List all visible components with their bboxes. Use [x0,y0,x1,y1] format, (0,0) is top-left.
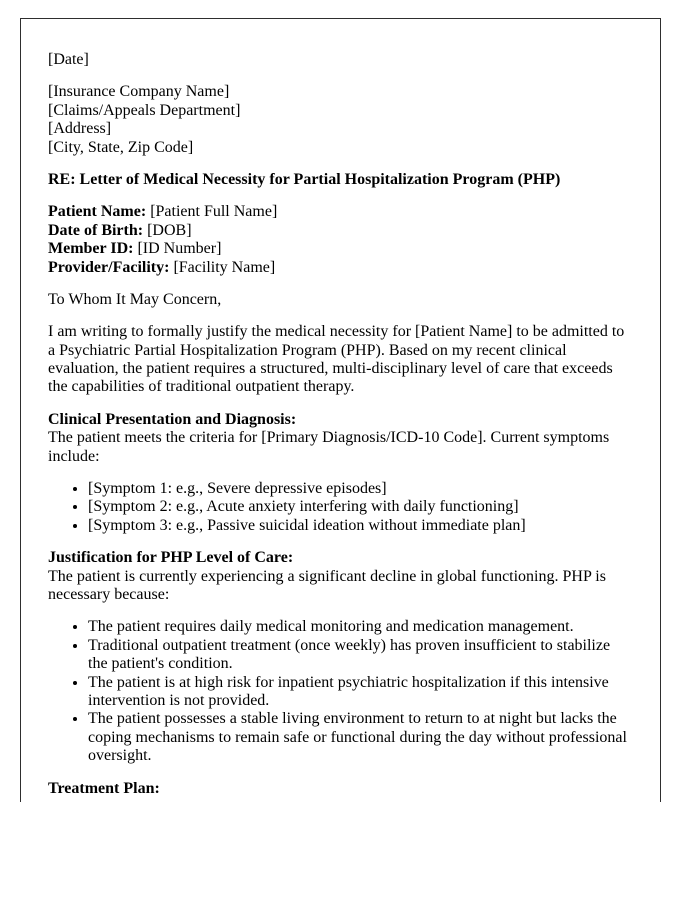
intro-paragraph: I am writing to formally justify the medical necessity for [Patient Name] to be admitted to a Psychiatric Partial Hospitalization Program (PHP). Based on my recent clinical evaluation, the patient requires a structured, multi-disciplinary level of care that exceeds the capabilities of traditional outpatient therapy. [48,323,625,396]
date-line [48,51,633,69]
recipient-address-block [48,83,633,157]
clinical-presentation-heading: Clinical Presentation and Diagnosis: [48,410,297,428]
patient-info-block [48,203,633,277]
subject-line [48,171,633,189]
treatment-plan-heading: Treatment Plan: [48,779,160,797]
salutation: To Whom It May Concern, [48,290,222,308]
recipient-line: [City, State, Zip Code] [48,138,194,156]
member-id-label: Member ID: [48,240,134,258]
symptoms-list [48,480,633,535]
date-placeholder: [Date] [48,51,89,68]
section-treatment-plan [48,780,633,798]
justification-body: The patient is currently experiencing a significant decline in global functioning. PHP is necessary because: [48,567,606,603]
justification-heading: Justification for PHP Level of Care: [48,549,294,567]
patient-name-label: Patient Name: [48,203,147,221]
subject-text: RE: Letter of Medical Necessity for Partial Hospitalization Program (PHP) [48,170,561,188]
list-item: • The patient is at high risk for inpatient psychiatric hospitalization if this intensive intervention is not provided. [88,674,633,711]
section-clinical-presentation [48,411,633,466]
patient-name-value: [Patient Full Name] [150,203,278,221]
list-item: • [Symptom 3: e.g., Passive suicidal ideation without immediate plan] [88,517,633,535]
list-item: • Traditional outpatient treatment (once weekly) has proven insufficient to stabilize the patient's condition. [88,637,633,674]
list-item: • [Symptom 1: e.g., Severe depressive episodes] [88,480,633,498]
list-item: • The patient requires daily medical monitoring and medication management. [88,618,633,636]
clinical-presentation-body: The patient meets the criteria for [Primary Diagnosis/ICD-10 Code]. Current symptoms include: [48,429,610,465]
list-item: • [Symptom 2: e.g., Acute anxiety interfering with daily functioning] [88,498,633,516]
section-justification [48,549,633,604]
recipient-line: [Address] [48,120,112,138]
provider-facility-value: [Facility Name] [173,258,276,276]
letter-document [20,18,661,802]
member-id-value: [ID Number] [137,240,222,258]
dob-value: [DOB] [147,221,192,239]
recipient-line: [Claims/Appeals Department] [48,101,241,119]
list-item: • The patient possesses a stable living environment to return to at night but lacks the coping mechanisms to remain safe or functional during the day without professional oversight. [88,710,633,765]
recipient-line: [Insurance Company Name] [48,83,230,101]
dob-label: Date of Birth: [48,221,144,239]
justification-list [48,618,633,765]
provider-facility-label: Provider/Facility: [48,258,170,276]
